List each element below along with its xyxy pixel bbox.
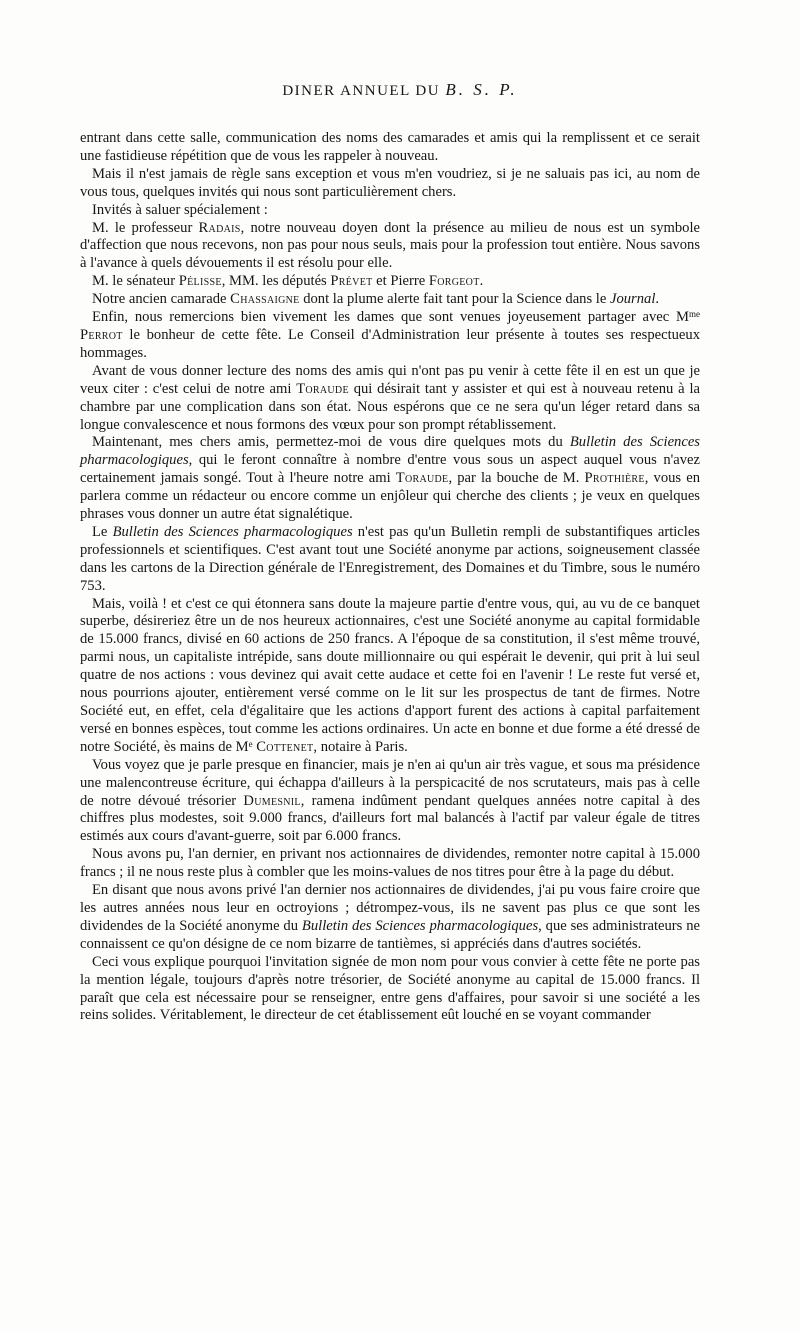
header-journal-abbrev: B. S. P. — [445, 80, 518, 99]
paragraph-3: Invités à saluer spécialement : — [92, 201, 268, 218]
italic-title: Bulletin des Sciences pharmacologiques — [80, 434, 700, 469]
paragraph-11 — [80, 596, 700, 757]
body-text — [80, 130, 700, 1025]
person-name: Perrot — [80, 326, 123, 343]
p5-text-b: , MM. les députés — [221, 273, 331, 290]
paragraph-13: Nous avons pu, l'an dernier, en privant nos actionnaires de dividendes, remonter notre capital à 15.000 francs ; il ne nous reste plus à combler que les moins-values de nos titres pour être à la page du début. — [80, 846, 700, 881]
p9-text-d: , vous en parlera comme un rédacteur ou encore comme un enjôleur qui cherche des clients ; je veux en quelques phrases vous donner un autre état signalétique. — [80, 470, 701, 523]
person-name: Prothière — [584, 470, 645, 487]
person-name: Chassaigne — [230, 291, 300, 308]
p9-text-b: , qui le feront connaître à nombre d'entre vous sous un aspect auquel vous n'avez certainement jamais songé. Tout à l'heure notre ami — [80, 452, 700, 487]
p6-text-c: . — [655, 291, 660, 308]
p10-text-a: Le — [92, 523, 113, 540]
paragraph-6 — [80, 291, 700, 309]
person-name: Dumesnil — [243, 792, 301, 809]
p6-text-b: dont la plume alerte fait tant pour la Science dans le — [299, 291, 610, 308]
paragraph-2: Mais il n'est jamais de règle sans exception et vous m'en voudriez, si je ne saluais pas ici, au nom de vous tous, quelques invités qui nous sont particulièrement chers. — [80, 165, 700, 200]
paragraph-4 — [80, 220, 700, 274]
superscript: me — [689, 309, 700, 320]
italic-title: Bulletin des Sciences pharmacologiques — [301, 917, 539, 934]
p5-text-c: et Pierre — [372, 273, 429, 290]
p8-text-a: Avant de vous donner lecture des noms des amis qui n'ont pas pu venir à cette fête il en est un que je veux citer : c'est celui de notre ami — [80, 362, 700, 397]
p7-text-c: le bonheur de cette fête. Le Conseil d'Administration leur présente à toutes ses respectueux hommages. — [80, 326, 700, 361]
p5-text-d: . — [479, 273, 484, 290]
person-name: Radais — [198, 219, 241, 236]
p12-text-b: , ramena indûment pendant quelques années notre capital à des chiffres plus modestes, soit 9.000 francs, d'ailleurs fort mal balancés à l'actif par valeur égale de titres estimés aux cours d'avant-guerre, soit par 6.000 francs. — [80, 792, 701, 845]
p11-text-a: Mais, voilà ! et c'est ce qui étonnera sans doute la majeure partie d'entre vous, qui, au vu de ce banquet superbe, désireriez être un de nos heureux actionnaires, c'est une Société anonyme au capital formidable de 15.000 francs, divisé en 60 actions de 250 francs. A l'époque de sa constitution, il s'est même trouvé, parmi nous, un capitaliste intrépide, sans doute millionnaire ou qui espérait le devenir, qui prit à lui seul quatre de nos actions : vous devinez qui avait cette audace et cette foi en l'avenir ! Le reste fut versé et, nous pourrions ajouter, entièrement versé comme on le lit sur les prospectus de tant de firmes. Notre Société eut, en effet, cela d'égalitaire que les actions d'apport furent des actions à capital parfaitement versé en bonnes espèces, tout comme les actions ordinaires. Un acte en bonne et due forme a été dressé de notre Société, ès mains de M — [80, 595, 700, 755]
paragraph-12 — [80, 757, 700, 847]
header-title: DINER ANNUEL DU — [282, 83, 441, 99]
person-name: Forgeot — [428, 273, 480, 290]
italic-title: Journal — [609, 291, 656, 308]
paragraph-14 — [80, 882, 700, 954]
person-name: Cottenet — [256, 738, 314, 755]
paragraph-10 — [80, 524, 700, 596]
p9-text-a: Maintenant, mes chers amis, permettez-moi de vous dire quelques mots du — [92, 434, 570, 451]
p11-text-c: , notaire à Paris. — [313, 738, 408, 755]
paragraph-15: Ceci vous explique pourquoi l'invitation signée de mon nom pour vous convier à cette fête ne porte pas la mention légale, toujours d'après notre trésorier, de Société anonyme au capital de 15.000 francs. Il paraît que cela est nécessaire pour se renseigner, entre gens d'affaires, pour savoir si une société a les reins solides. Véritablement, le directeur de cet établissement eût louché en se voyant commander — [80, 953, 700, 1024]
p4-text-a: M. le professeur — [92, 219, 199, 236]
paragraph-7 — [80, 309, 700, 363]
p14-text-a: En disant que nous avons privé l'an dernier nos actionnaires de dividendes, j'ai pu vous faire croire que les autres années nous leur en octroyions ; détrompez-vous, ils ne savent pas plus ce que sont les dividendes de la Société anonyme du — [80, 882, 700, 934]
superscript: e — [248, 738, 253, 749]
paragraph-8 — [80, 363, 700, 435]
p4-text-b: , notre nouveau doyen dont la présence au milieu de nous est un symbole d'affection que nous recevons, non pas pour nous seuls, mais pour la profession tout entière. Nous savons à l'avance à quels dévouements il est résolu pour elle. — [80, 219, 700, 272]
paragraph-1: entrant dans cette salle, communication des noms des camarades et amis qui la remplissent et ce serait une fastidieuse répétition que de vous les rappeler à nouveau. — [80, 130, 700, 164]
paragraph-9 — [80, 434, 700, 524]
italic-title: Bulletin des Sciences pharmacologiques — [112, 523, 353, 540]
p9-text-c: , par la bouche de M. — [448, 470, 585, 487]
person-name: Toraude — [296, 380, 349, 397]
paragraph-5 — [80, 273, 700, 291]
p14-text-b: , que ses administrateurs ne connaissent ce qu'on désigne de ce nom bizarre de tantièmes, si appréciés dans d'autres sociétés. — [80, 917, 700, 952]
person-name: Toraude — [395, 470, 449, 487]
p7-text-a: Enfin, nous remercions bien vivement les dames que sont venues joyeusement partager avec M — [92, 309, 689, 326]
person-name: Pélisse — [178, 273, 222, 290]
p6-text-a: Notre ancien camarade — [92, 291, 231, 308]
p8-text-b: qui désirait tant y assister et qui est à nouveau retenu à la chambre par une complication dans son état. Nous espérons que ce ne sera qu'un léger retard dans sa longue convalescence et nous formons des vœux pour son prompt rétablissement. — [80, 380, 700, 433]
p12-text-a: Vous voyez que je parle presque en financier, mais je n'en ai qu'un air très vague, et sous ma présidence une malencontreuse écriture, qui échappa d'ailleurs à la perspicacité de nos scrutateurs, mais pas à celle de notre dévoué trésorier — [80, 756, 700, 809]
running-header — [0, 80, 800, 100]
p10-text-b: n'est pas qu'un Bulletin rempli de substantifiques articles professionnels et scientifiques. C'est avant tout une Société anonyme par actions, soigneusement classée dans les cartons de la Direction générale de l'Enregistrement, des Domaines et du Timbre, sous le numéro 753. — [80, 523, 700, 594]
p5-text-a: M. le sénateur — [92, 273, 179, 290]
person-name: Prévet — [330, 273, 373, 290]
